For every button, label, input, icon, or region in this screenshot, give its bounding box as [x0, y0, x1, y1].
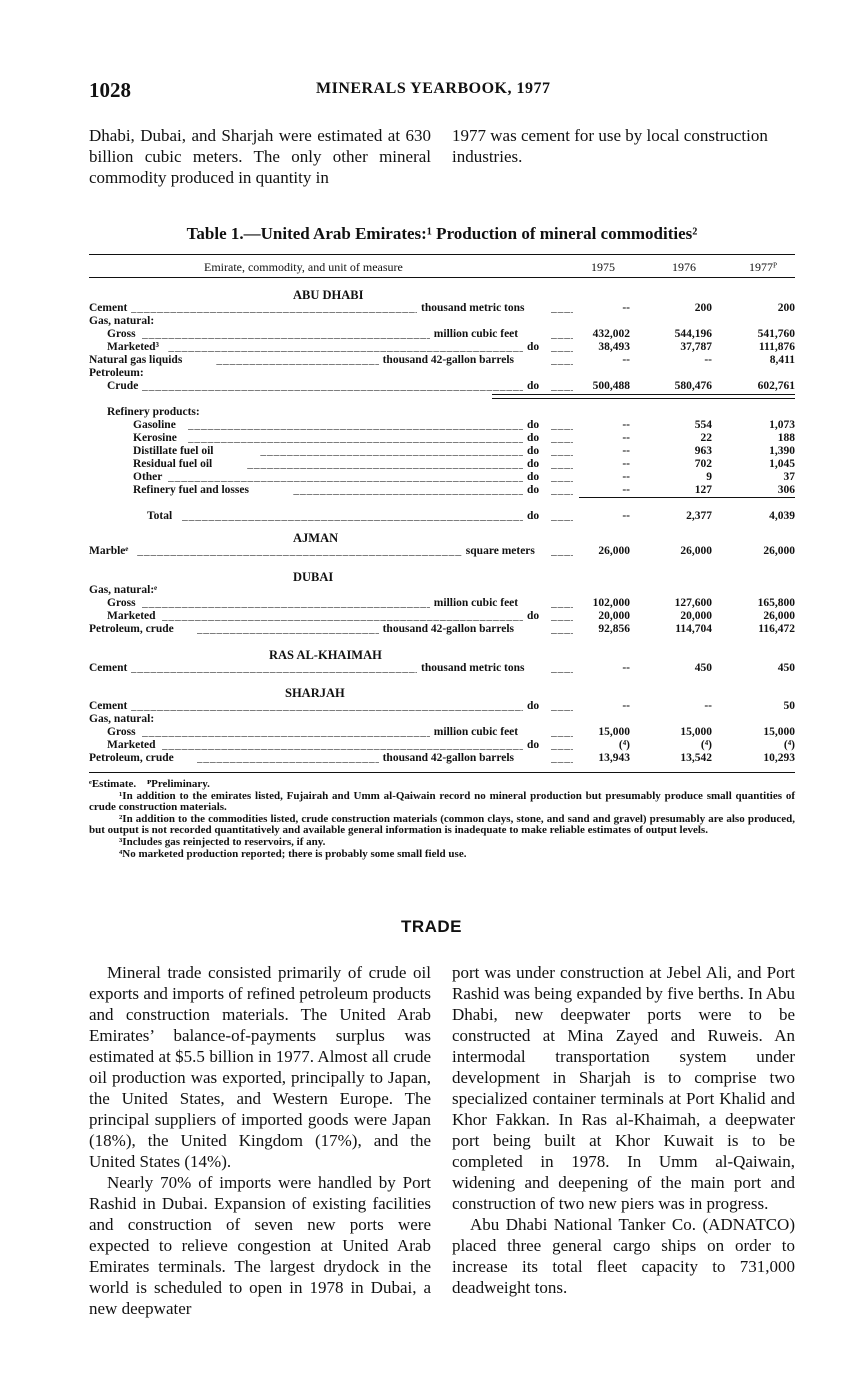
- row-label: Crude: [107, 380, 139, 392]
- row-label: Cement: [89, 302, 128, 314]
- table-row: [89, 726, 795, 739]
- row-label: Petroleum, crude: [89, 752, 174, 764]
- intro-left-text: Dhabi, Dubai, and Sharjah were estimated at 630 billion cubic meters. The only other mineral commodity produced in quantity in: [89, 126, 431, 187]
- row-value-1977: 1,073: [769, 419, 795, 431]
- table-row: [89, 406, 795, 419]
- row-unit: do: [527, 471, 540, 483]
- row-label: Gas, natural:: [89, 315, 155, 327]
- row-unit: thousand 42-gallon barrels: [382, 752, 515, 764]
- table-row: [89, 713, 795, 726]
- row-value-1975: --: [622, 432, 630, 444]
- leader-dots: [188, 432, 523, 445]
- row-value-1975: 20,000: [598, 610, 630, 622]
- row-value-1975: --: [622, 700, 630, 712]
- footnote-preliminary: ᴾPreliminary.: [147, 778, 210, 790]
- table-row: [89, 445, 795, 458]
- table-title: Table 1.—United Arab Emirates:¹ Production of mineral commodities²: [186, 224, 698, 243]
- row-value-1977: 26,000: [763, 545, 795, 557]
- row-value-1975: 500,488: [592, 380, 630, 392]
- row-value-1977: 37: [783, 471, 795, 483]
- row-unit: do: [527, 700, 540, 712]
- table-footnotes: [89, 779, 795, 860]
- row-unit: do: [527, 510, 540, 522]
- row-value-1977: 8,411: [769, 354, 795, 366]
- section-sharjah: SHARJAH: [285, 686, 345, 700]
- row-value-1976: 554: [694, 419, 712, 431]
- row-unit: thousand 42-gallon barrels: [382, 354, 515, 366]
- row-value-1977: 26,000: [763, 610, 795, 622]
- table-row: [89, 545, 795, 558]
- row-value-1976: 26,000: [680, 545, 712, 557]
- leader-dots: [247, 458, 523, 471]
- row-value-1976: --: [704, 700, 712, 712]
- row-value-1977: 1,045: [769, 458, 795, 470]
- row-value-1975: --: [622, 445, 630, 457]
- trade-right-column: [452, 962, 795, 1298]
- leader-dots: [131, 302, 417, 315]
- table-row: [89, 584, 795, 597]
- row-label: Kerosine: [133, 432, 177, 444]
- row-value-1977: 450: [777, 662, 795, 674]
- row-value-1977: 111,876: [758, 341, 795, 353]
- leader-dots: [142, 597, 430, 610]
- row-value-1976: 22: [700, 432, 712, 444]
- row-label: Natural gas liquids: [89, 354, 183, 366]
- row-value-1976: 13,542: [680, 752, 712, 764]
- row-label: Gross: [107, 328, 136, 340]
- row-unit: do: [527, 739, 540, 751]
- row-value-1975: --: [622, 484, 630, 496]
- row-label: Gas, natural:: [89, 713, 155, 725]
- trade-right-paragraph-2: Abu Dhabi National Tanker Co. (ADNATCO) placed three general cargo ships on order to increase its total fleet capacity to 731,000 deadweight tons.: [452, 1215, 795, 1297]
- row-label: Marketed: [107, 610, 156, 622]
- leader-dots: [168, 471, 523, 484]
- table-row: [89, 484, 795, 497]
- section-ajman: AJMAN: [293, 531, 339, 545]
- table-row: [89, 610, 795, 623]
- row-label: Refinery products:: [107, 406, 200, 418]
- row-value-1977: 541,760: [757, 328, 795, 340]
- table-row: [89, 432, 795, 445]
- row-unit: million cubic feet: [433, 597, 519, 609]
- row-value-1975: --: [622, 662, 630, 674]
- table-row: [89, 510, 795, 523]
- row-value-1977: 10,293: [763, 752, 795, 764]
- leader-dots: [162, 610, 523, 623]
- row-value-1976: (⁴): [700, 739, 712, 751]
- leader-dots: [197, 623, 379, 636]
- row-unit: thousand 42-gallon barrels: [382, 623, 515, 635]
- row-label: Gas, natural:ᵉ: [89, 584, 158, 596]
- row-label: Marketed³: [107, 341, 159, 353]
- col-header-label: Emirate, commodity, and unit of measure: [204, 260, 403, 274]
- row-value-1976: 114,704: [675, 623, 712, 635]
- section-dubai: DUBAI: [293, 570, 334, 584]
- row-value-1977: 188: [777, 432, 795, 444]
- row-unit: thousand metric tons: [421, 302, 525, 314]
- table-row: [89, 315, 795, 328]
- row-value-1977: (⁴): [783, 739, 795, 751]
- leader-dots: [142, 380, 523, 393]
- row-unit: do: [527, 458, 540, 470]
- row-label: Total: [147, 510, 173, 522]
- table-row: [89, 752, 795, 765]
- row-value-1975: --: [622, 471, 630, 483]
- row-value-1976: 200: [694, 302, 712, 314]
- row-value-1977: 1,390: [769, 445, 795, 457]
- row-value-1975: --: [622, 354, 630, 366]
- col-header-1976: 1976: [672, 260, 696, 274]
- row-label: Other: [133, 471, 163, 483]
- leader-dots: [260, 445, 523, 458]
- row-value-1975: 26,000: [598, 545, 630, 557]
- row-value-1975: 13,943: [598, 752, 630, 764]
- leader-dots: [293, 484, 523, 497]
- leader-dots: [142, 726, 430, 739]
- leader-dots: [188, 419, 523, 432]
- table-row: [89, 341, 795, 354]
- table-row: [89, 458, 795, 471]
- trade-left-paragraph-2: Nearly 70% of imports were handled by Port Rashid in Dubai. Expansion of existing facilities and construction of seven new ports were expected to relieve congestion at United Arab Emirates terminals. The largest drydock in the world is scheduled to open in 1978 in Dubai, a new deepwater: [89, 1173, 431, 1318]
- leader-dots: [131, 700, 523, 713]
- row-label: Refinery fuel and losses: [133, 484, 249, 496]
- row-unit: do: [527, 432, 540, 444]
- row-value-1975: 92,856: [598, 623, 630, 635]
- table-row: [89, 380, 795, 393]
- leader-dots: [182, 510, 523, 523]
- section-abu-dhabi: ABU DHABI: [293, 288, 364, 302]
- leader-dots: [142, 328, 430, 341]
- section-ras-al-khaimah: RAS AL-KHAIMAH: [269, 648, 382, 662]
- page-number: 1028: [89, 78, 131, 102]
- footnote-3: ³Includes gas reinjected to reservoirs, if any.: [119, 835, 326, 848]
- row-label: Gross: [107, 726, 136, 738]
- row-label: Gasoline: [133, 419, 176, 431]
- row-unit: million cubic feet: [433, 726, 519, 738]
- row-label: Petroleum:: [89, 367, 144, 379]
- row-value-1975: 15,000: [598, 726, 630, 738]
- row-label: Gross: [107, 597, 136, 609]
- leader-dots: [131, 662, 417, 675]
- running-title: MINERALS YEARBOOK, 1977: [316, 80, 551, 97]
- row-value-1975: 102,000: [592, 597, 630, 609]
- row-value-1977: 602,761: [757, 380, 795, 392]
- row-unit: million cubic feet: [433, 328, 519, 340]
- row-value-1977: 165,800: [757, 597, 795, 609]
- table-row: [89, 700, 795, 713]
- row-value-1977: 200: [777, 302, 795, 314]
- row-label: Cement: [89, 700, 128, 712]
- footnote-estimate: ᵉEstimate.: [89, 778, 137, 790]
- intro-right-column: [452, 125, 795, 167]
- table-row: [89, 623, 795, 636]
- row-value-1977: 4,039: [769, 510, 795, 522]
- row-label: Cement: [89, 662, 128, 674]
- trade-left-paragraph-1: Mineral trade consisted primarily of crude oil exports and imports of refined petroleum products and construction materials. The United Arab Emirates’ balance-of-payments surplus was estimated at $5.5 billion in 1977. Almost all crude oil production was exported, principally to Japan, the United States, and Western Europe. The principal suppliers of imported goods were Japan (18%), the United Kingdom (17%), and the United States (14%).: [89, 963, 431, 1171]
- table-row: [89, 419, 795, 432]
- footnote-4: ⁴No marketed production reported; there is probably some small field use.: [119, 847, 467, 860]
- table-row: [89, 302, 795, 315]
- table-row: [89, 597, 795, 610]
- row-value-1977: 116,472: [758, 623, 795, 635]
- row-value-1976: --: [704, 354, 712, 366]
- intro-left-column: [89, 125, 431, 188]
- leader-dots: [197, 752, 379, 765]
- row-value-1976: 20,000: [680, 610, 712, 622]
- table-row: [89, 367, 795, 380]
- trade-heading: TRADE: [400, 917, 463, 936]
- row-value-1975: --: [622, 302, 630, 314]
- table-row: [89, 471, 795, 484]
- row-value-1975: --: [622, 419, 630, 431]
- row-label: Marbleᵉ: [89, 545, 129, 557]
- col-header-1977: 1977ᴾ: [749, 260, 777, 274]
- row-value-1976: 702: [694, 458, 712, 470]
- row-label: Distillate fuel oil: [133, 445, 214, 457]
- table-row: [89, 662, 795, 675]
- row-value-1976: 15,000: [680, 726, 712, 738]
- row-value-1976: 580,476: [674, 380, 712, 392]
- row-label: Petroleum, crude: [89, 623, 174, 635]
- table-row: [89, 354, 795, 367]
- leader-dots: [216, 354, 378, 367]
- col-header-1975: 1975: [591, 260, 615, 274]
- row-unit: do: [527, 419, 540, 431]
- leader-dots: [168, 341, 523, 354]
- row-unit: do: [527, 610, 540, 622]
- page-header: [89, 78, 795, 102]
- row-value-1977: 15,000: [763, 726, 795, 738]
- trade-left-column: [89, 962, 431, 1319]
- row-value-1975: 432,002: [592, 328, 630, 340]
- row-value-1976: 127,600: [674, 597, 712, 609]
- row-label: Residual fuel oil: [133, 458, 213, 470]
- table-row: [89, 739, 795, 752]
- row-unit: do: [527, 484, 540, 496]
- trade-right-paragraph-1: port was under construction at Jebel Ali, and Port Rashid was being expanded by five berths. In Abu Dhabi, new deepwater ports were to be constructed at Mina Zayed and Ruweis. An intermodal transportation system under development in Sharjah is to comprise two specialized container terminals at Port Khalid and Khor Fakkan. In Ras al-Khaimah, a deepwater port being built at Khor Kuwait is to be completed in 1978. In Umm al-Qaiwain, widening and deepening of the main port and construction of two new piers was in progress.: [452, 963, 795, 1213]
- row-value-1976: 9: [706, 471, 712, 483]
- row-unit: do: [527, 380, 540, 392]
- footnote-2: ²In addition to the commodities listed, crude construction materials (common clays, stone, and sand and gravel) presumably are also produced, but output is not recorded quantitatively and available general information is inadequate to make reliable estimates of output levels.: [89, 812, 795, 837]
- leader-dots: [162, 739, 523, 752]
- row-value-1975: 38,493: [598, 341, 630, 353]
- row-value-1975: --: [622, 458, 630, 470]
- row-value-1977: 50: [783, 700, 795, 712]
- row-value-1976: 37,787: [680, 341, 712, 353]
- row-unit: do: [527, 341, 540, 353]
- row-value-1976: 2,377: [686, 510, 712, 522]
- row-value-1975: (⁴): [618, 739, 630, 751]
- row-value-1976: 127: [694, 484, 712, 496]
- intro-right-text: 1977 was cement for use by local construction industries.: [452, 126, 768, 166]
- leader-dots: [137, 545, 462, 558]
- row-unit: thousand metric tons: [421, 662, 525, 674]
- row-value-1976: 963: [694, 445, 712, 457]
- table-row: [89, 328, 795, 341]
- row-unit: square meters: [465, 545, 535, 557]
- row-value-1976: 450: [694, 662, 712, 674]
- row-unit: do: [527, 445, 540, 457]
- row-value-1977: 306: [777, 484, 795, 496]
- row-value-1975: --: [622, 510, 630, 522]
- row-label: Marketed: [107, 739, 156, 751]
- row-value-1976: 544,196: [674, 328, 712, 340]
- footnote-1: ¹In addition to the emirates listed, Fujairah and Umm al-Qaiwain record no mineral production but presumably produce small quantities of crude construction materials.: [89, 789, 795, 814]
